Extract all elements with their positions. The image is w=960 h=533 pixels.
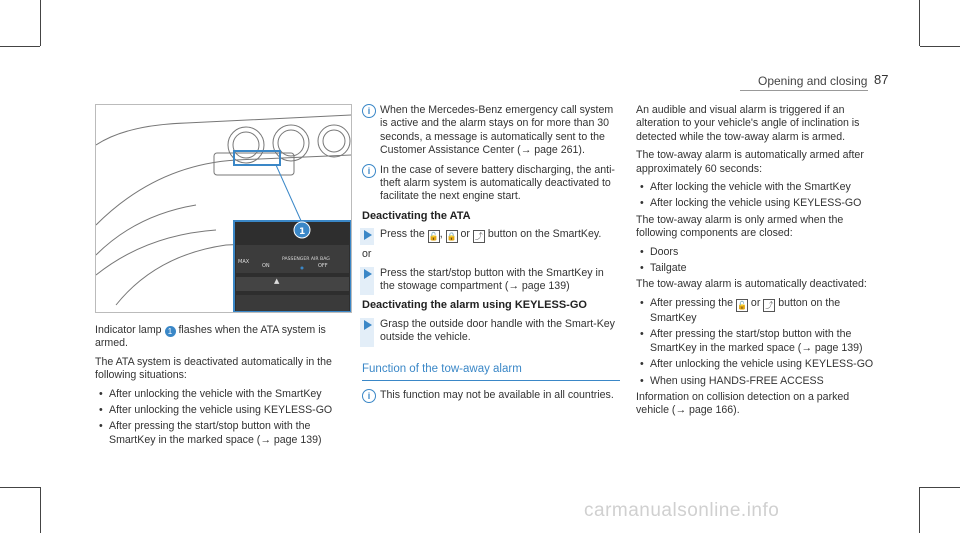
note-emergency-call: i When the Mercedes-Benz emergency call system is active and the alarm stays on for more than 30 seconds, a message is automatically sent to the Customer Assistance Center (→ page 261). — [362, 104, 620, 158]
crop-mark — [40, 487, 41, 533]
deactivation-intro: The ATA system is deactivated automatically in the following situations: — [95, 355, 332, 382]
crop-mark — [920, 46, 960, 47]
crop-mark — [920, 487, 960, 488]
note-availability: i This function may not be available in all countries. — [362, 389, 620, 402]
trunk-key-icon: ⤴ — [474, 232, 483, 242]
info-icon: i — [362, 104, 376, 118]
crop-mark — [40, 0, 41, 46]
dashboard-figure — [95, 104, 352, 313]
deactivated-paragraph: The tow-away alarm is automatically deactivated: — [636, 278, 867, 291]
column-middle — [362, 104, 620, 409]
panel-label-passenger-airbag: PASSENGER AIR BAG — [282, 257, 330, 262]
subheading-keyless-go: Deactivating the alarm using KEYLESS-GO — [362, 299, 587, 312]
step-press-button: Press the 🔓, 🔒 or ⤴ button on the SmartKey. — [362, 228, 620, 243]
running-header: Opening and closing — [758, 74, 868, 88]
section-rule — [362, 380, 620, 381]
collision-info-paragraph: Information on collision detection on a parked vehicle (→ page 166). — [636, 390, 850, 417]
armed-after-paragraph: The tow-away alarm is automatically armed after approximately 60 seconds: — [636, 149, 864, 175]
crop-mark — [919, 487, 920, 533]
panel-label-off: OFF — [318, 263, 328, 269]
indicator-paragraph: Indicator lamp 1 flashes when the ATA system is armed. — [95, 324, 326, 350]
info-icon: i — [362, 164, 376, 178]
list-item: • After unlocking the vehicle with the SmartKey — [95, 388, 350, 401]
components-paragraph: The tow-away alarm is only armed when the following components are closed: — [636, 213, 844, 240]
unlock-key-icon: 🔓 — [428, 232, 439, 242]
list-item: • When using HANDS-FREE ACCESS — [636, 375, 876, 388]
or-text: or — [362, 248, 372, 261]
list-item: • After pressing the start/stop button with the SmartKey in the marked space (→ page 139) — [95, 420, 350, 447]
lock-key-icon: 🔒 — [446, 232, 457, 242]
figure-badge: 1 — [299, 227, 306, 237]
dashboard-illustration — [96, 105, 351, 312]
panel-label-on: ON — [262, 263, 270, 269]
header-rule — [740, 90, 868, 91]
unlock-key-icon: 🔓 — [737, 300, 747, 310]
list-item: • After locking the vehicle with the SmartKey — [636, 181, 876, 194]
svg-text:▲: ▲ — [274, 277, 280, 285]
section-title-tow-away: Function of the tow-away alarm — [362, 362, 522, 375]
list-item: • After locking the vehicle using KEYLESS-GO — [636, 197, 876, 210]
column-right — [636, 104, 876, 423]
panel-label-max: MAX — [238, 259, 250, 265]
info-icon: i — [362, 389, 376, 403]
page-number: 87 — [874, 72, 889, 87]
crop-mark — [919, 0, 920, 46]
column-left — [95, 324, 350, 450]
list-item: • After unlocking the vehicle using KEYLESS-GO — [636, 358, 876, 371]
crop-mark — [0, 46, 40, 47]
step-grasp-handle: Grasp the outside door handle with the Smart-Key outside the vehicle. — [362, 318, 620, 345]
step-start-stop: Press the start/stop button with the SmartKey in the stowage compartment (→ page 139) — [362, 267, 620, 294]
list-item: • Doors — [636, 246, 876, 259]
note-battery: i In the case of severe battery discharging, the anti-theft alarm system is automatically deactivated to facilitate the next engine start. — [362, 164, 620, 204]
alarm-trigger-paragraph: An audible and visual alarm is triggered if an alteration to your vehicle's angle of inclination is detected while the tow-away alarm is armed. — [636, 104, 860, 143]
trunk-key-icon: ⤴ — [765, 300, 774, 310]
list-item: • After unlocking the vehicle using KEYLESS-GO — [95, 404, 350, 417]
watermark: carmanualsonline.info — [584, 500, 780, 521]
subheading-deactivating-ata: Deactivating the ATA — [362, 209, 471, 222]
list-item: • After pressing the start/stop button with the SmartKey in the marked space (→ page 139) — [636, 328, 876, 355]
badge-1-icon: 1 — [165, 326, 176, 337]
list-item: • After pressing the 🔓 or ⤴ button on the SmartKey — [636, 297, 876, 325]
crop-mark — [0, 487, 40, 488]
list-item: • Tailgate — [636, 262, 876, 275]
